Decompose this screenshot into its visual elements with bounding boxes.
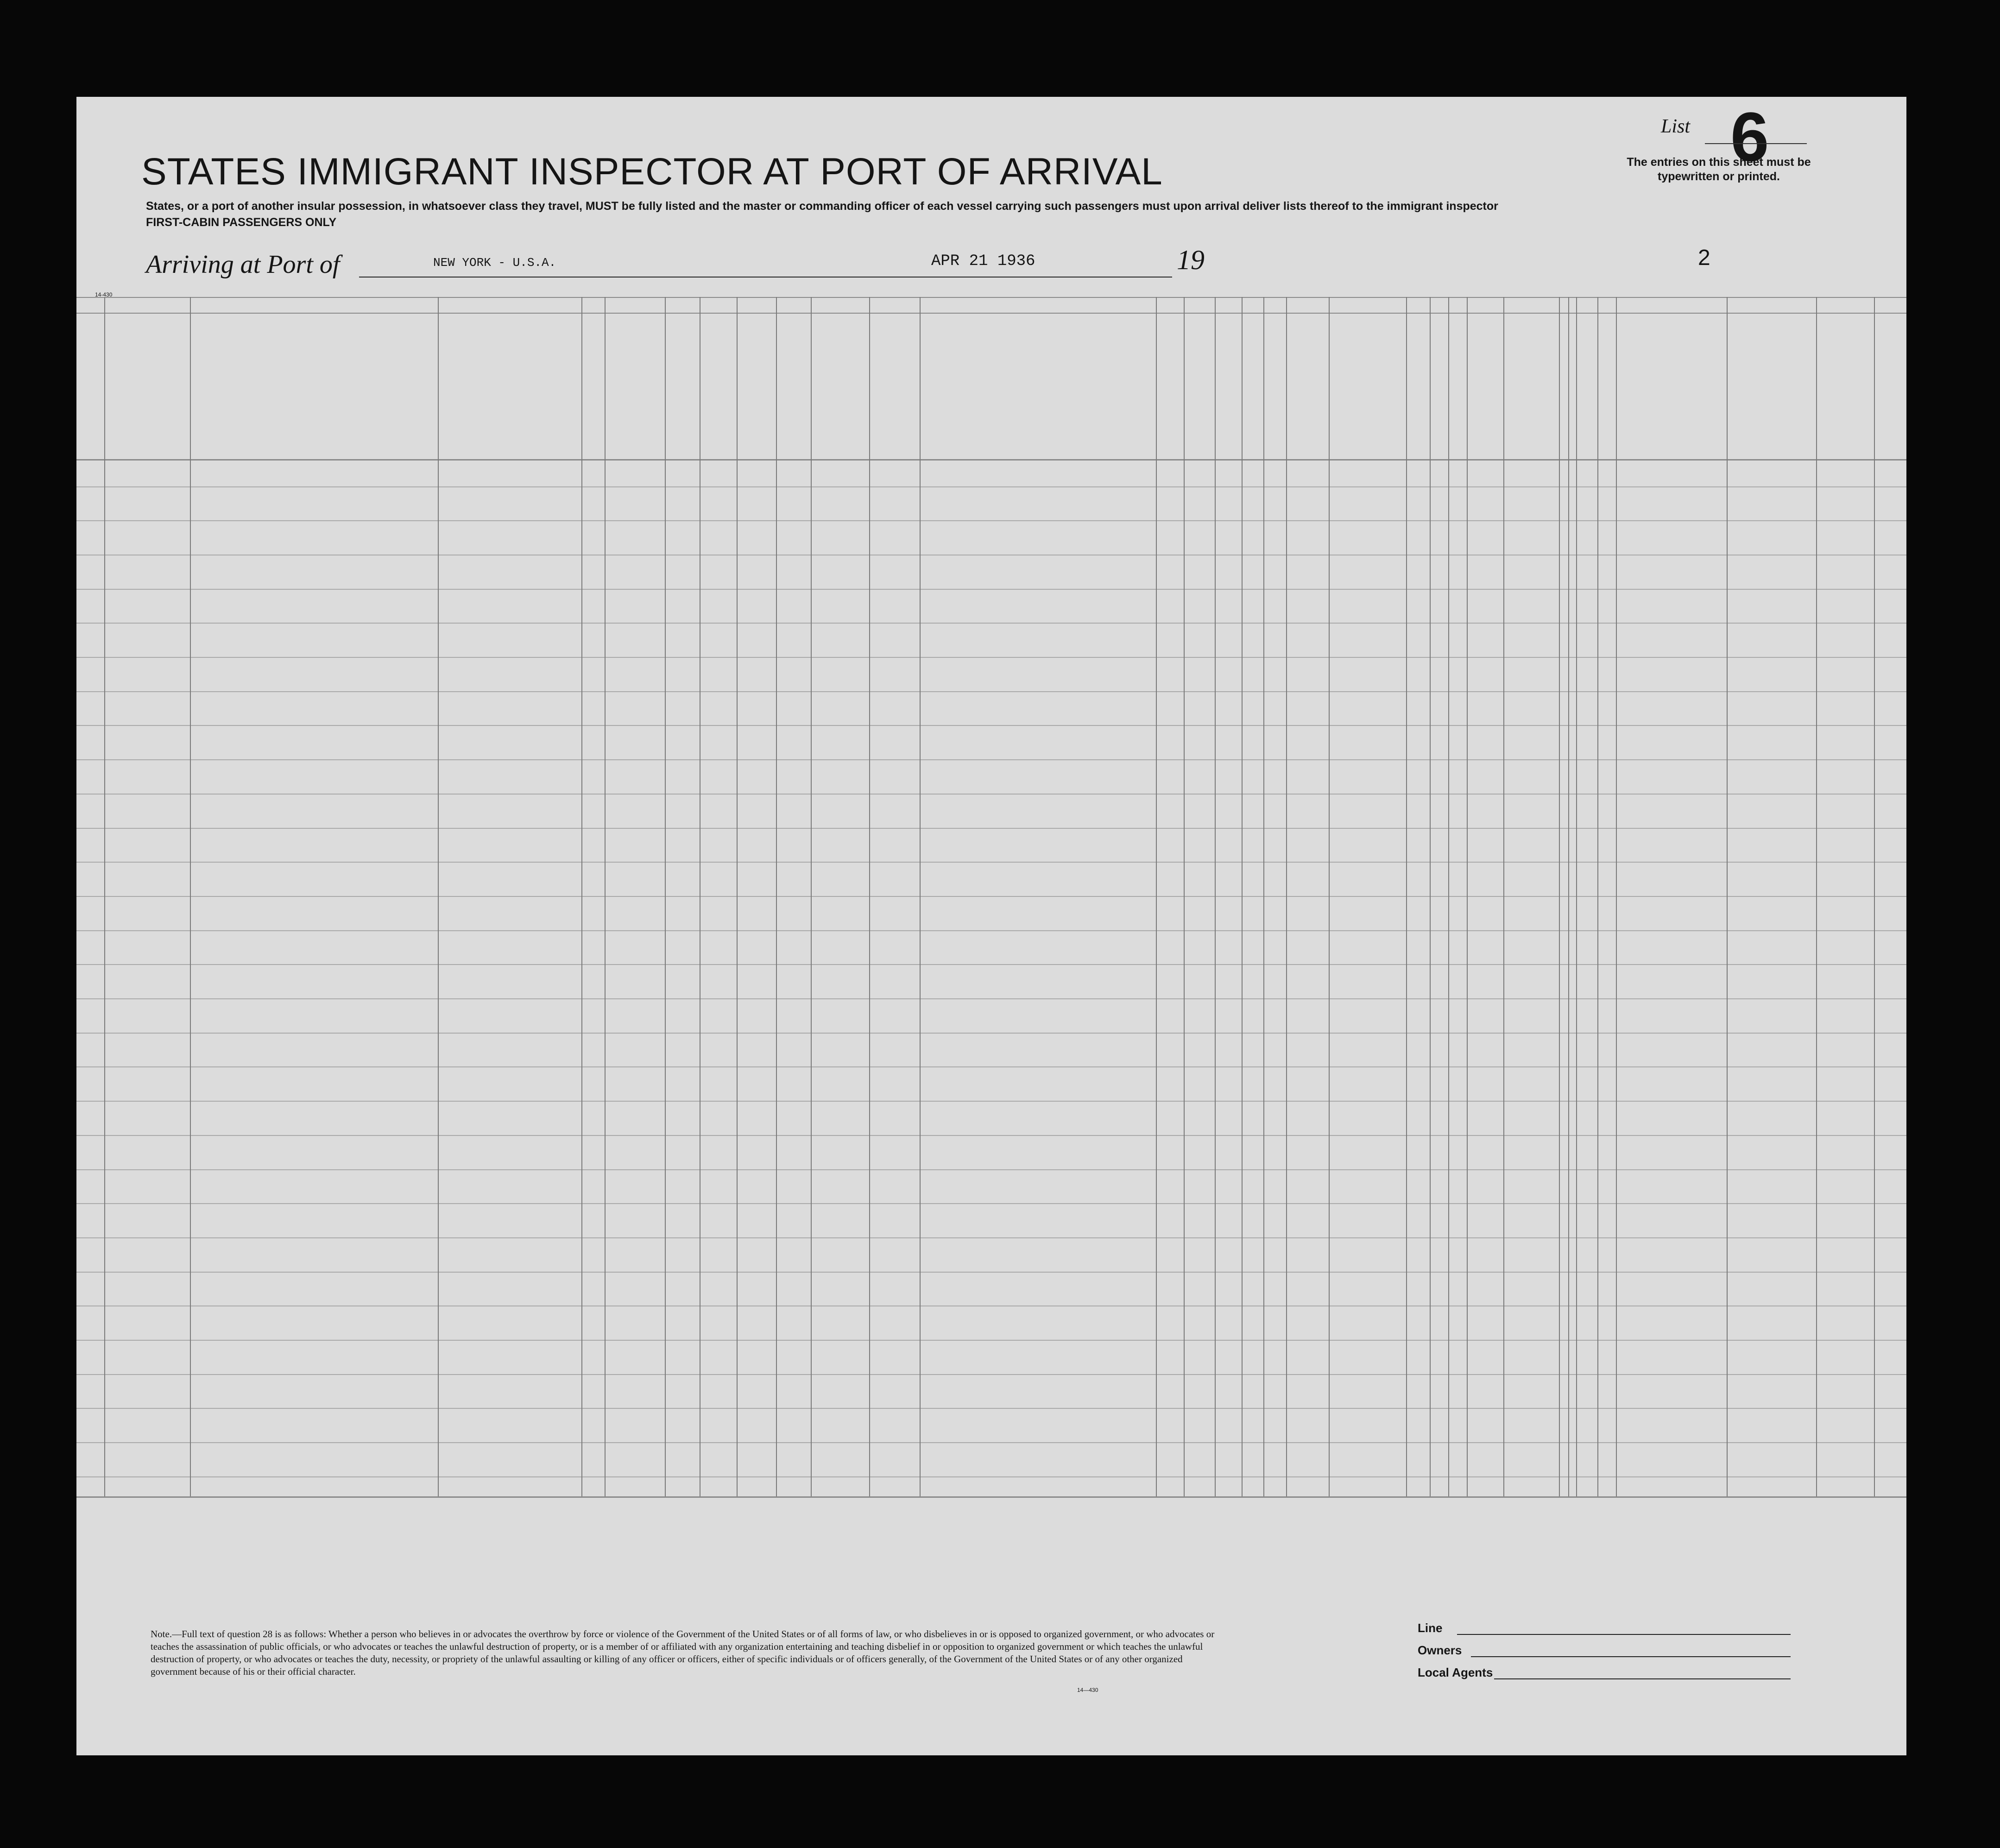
port-underline [359,277,922,278]
local-agents-label: Local Agents [1418,1665,1493,1679]
column-rule [1184,297,1185,1496]
column-rule [1616,297,1617,1496]
port-of-arrival: NEW YORK - U.S.A. [433,256,556,270]
footnote: Note.—Full text of question 28 is as follows: Whether a person who believes in or advocates the overthrow by force or violence of the Government of the United States or of all forms of law, or who disbelieves in or is opposed to organized government, or who advocates or teaches the assassination of public officials, or who advocates or teaches the unlawful destruction of property, or is a member of or affiliated with any organization entertaining and teaching disbelief in or opposition to organized government or which teaches the unlawful destruction of property, or who advocates or teaches the duty, necessity, or propriety of the unlawful assaulting or killing of any officer or officers, either of specific individuals or of officers generally, of the Government of the United States or of any other organized government because of his or their official character. [151,1628,1215,1677]
owners-label: Owners [1418,1643,1462,1657]
row-rule [76,998,1906,999]
row-rule [76,1408,1906,1409]
column-rule [190,297,191,1496]
table-bottom-line [76,1496,1906,1498]
row-rule [76,623,1906,624]
column-rule [1286,297,1287,1496]
row-rule [76,1272,1906,1273]
row-rule [76,1066,1906,1067]
list-label: List [1661,116,1691,137]
column-rule [1559,297,1560,1496]
entries-note: The entries on this sheet must be typewritten or printed. [1627,156,1811,183]
column-rule [811,297,812,1496]
column-number-line [76,313,1906,314]
row-rule [76,1203,1906,1204]
line-underline [1457,1634,1791,1635]
line-label: Line [1418,1621,1443,1635]
row-rule [76,828,1906,829]
column-rule [1816,297,1817,1496]
column-rule [1576,297,1577,1496]
row-rule [76,896,1906,897]
row-rule [76,794,1906,795]
page-title: STATES IMMIGRANT INSPECTOR AT PORT OF ARRIVAL [141,151,1163,193]
arriving-label: Arriving at Port of [146,250,340,279]
row-rule [76,1135,1906,1136]
column-rule [1467,297,1468,1496]
row-rule [76,1101,1906,1102]
row-rule [76,1476,1906,1477]
row-rule [76,759,1906,760]
column-rule [737,297,738,1496]
column-rule [1329,297,1330,1496]
row-rule [76,1237,1906,1238]
form-number-top: 14-430 [95,291,113,298]
column-rule [1156,297,1157,1496]
column-rule [104,297,105,1496]
owners-underline [1471,1656,1791,1657]
row-rule [76,1340,1906,1341]
date-underline [864,277,1172,278]
column-rule [1503,297,1504,1496]
row-rule [76,657,1906,658]
row-rule [76,930,1906,931]
row-rule [76,725,1906,726]
column-rule [581,297,582,1496]
column-rule [1448,297,1449,1496]
column-rule [1215,297,1216,1496]
agents-underline [1494,1678,1791,1679]
column-rule [1406,297,1407,1496]
list-number: 6 [1730,98,1769,176]
list-underline [1705,143,1807,144]
column-rule [920,297,921,1496]
row-rule [76,1169,1906,1170]
column-rule [776,297,777,1496]
year-prefix: 19 [1177,245,1205,275]
column-rule [438,297,439,1496]
arrival-date: APR 21 1936 [931,252,1035,270]
column-rule [869,297,870,1496]
row-rule [76,862,1906,863]
form-number-bottom: 14—430 [1077,1687,1098,1693]
row-rule [76,589,1906,590]
corner-mark: 2 [1698,246,1710,270]
row-rule [76,691,1906,692]
manifest-sheet [76,97,1906,1755]
column-rule [1727,297,1728,1496]
column-rule [1242,297,1243,1496]
column-rule [665,297,666,1496]
first-cabin-label: FIRST-CABIN PASSENGERS ONLY [146,216,337,229]
column-rule [605,297,606,1496]
row-rule [76,1374,1906,1375]
table-top-line [76,297,1906,298]
row-rule [76,520,1906,521]
row-rule [76,1442,1906,1443]
row-rule [76,1033,1906,1034]
column-rule [1430,297,1431,1496]
header-bottom-line [76,459,1906,460]
intro-text: States, or a port of another insular possession, in whatsoever class they travel, MUST be fully listed and the master or commanding officer of each vessel carrying such passengers must upon arrival deliver lists thereof to the immigrant inspector [146,200,1498,213]
column-rule [1874,297,1875,1496]
column-rule [1263,297,1264,1496]
column-rule [1597,297,1598,1496]
row-rule [76,486,1906,487]
column-rule [1568,297,1569,1496]
row-rule [76,964,1906,965]
